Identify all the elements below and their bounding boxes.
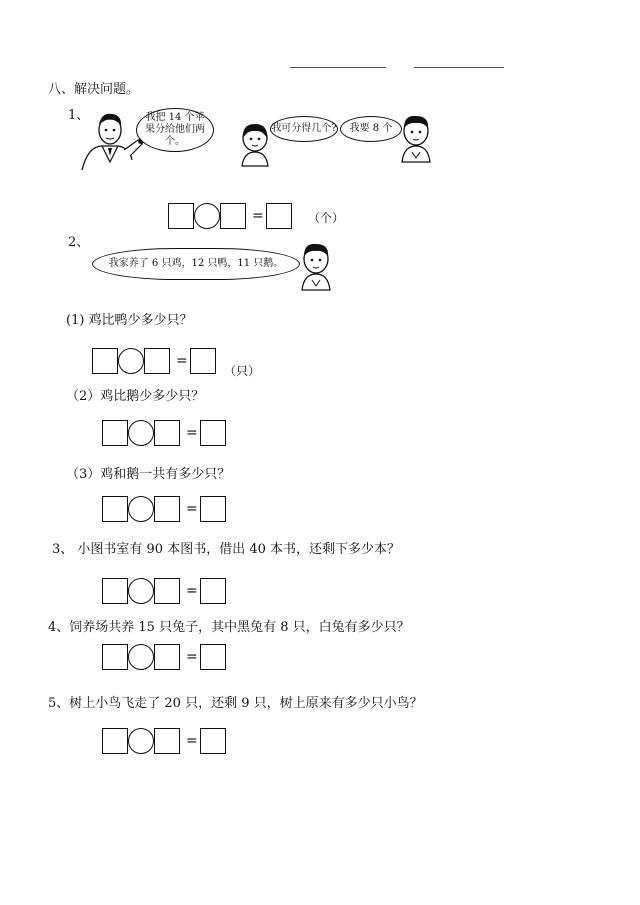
result-box[interactable] (200, 728, 226, 754)
result-box[interactable] (200, 420, 226, 446)
equals-sign: = (186, 649, 198, 665)
answer-box-2[interactable] (154, 644, 180, 670)
equation-row-4 (102, 644, 232, 674)
boy-illustration-1 (398, 112, 434, 164)
girl-illustration (238, 122, 272, 168)
answer-box-2[interactable] (154, 420, 180, 446)
answer-box-1[interactable] (102, 420, 128, 446)
answer-box-1[interactable] (92, 348, 118, 374)
result-box[interactable] (190, 348, 216, 374)
equation-row-5 (102, 728, 232, 758)
result-box[interactable] (200, 496, 226, 522)
sub-question-3: （3）鸡和鹅一共有多少只？ (66, 467, 231, 482)
answer-box-2[interactable] (144, 348, 170, 374)
operator-circle[interactable] (194, 203, 220, 229)
problem-2-number: 2、 (68, 235, 90, 250)
equals-sign: = (186, 425, 198, 441)
answer-box-1[interactable] (102, 728, 128, 754)
boy-illustration-2 (298, 240, 334, 292)
equation-row-2-3 (102, 496, 232, 526)
operator-circle[interactable] (128, 644, 154, 670)
answer-box-1[interactable] (102, 496, 128, 522)
problem-3-text: 3、 小图书室有 90 本图书，借出 40 本书，还剩下多少本？ (52, 542, 401, 557)
answer-box-2[interactable] (154, 728, 180, 754)
operator-circle[interactable] (128, 728, 154, 754)
operator-circle[interactable] (128, 496, 154, 522)
unit-label: （只） (224, 364, 261, 378)
girl-speech-bubble: 我可分得几个? (270, 116, 338, 142)
sub-question-2: （2）鸡比鹅少多少只？ (66, 389, 205, 404)
header-blank-1 (290, 67, 386, 68)
sub-question-1: (1) 鸡比鸭少多少只？ (66, 313, 193, 328)
header-blank-2 (414, 67, 504, 68)
result-box[interactable] (200, 644, 226, 670)
answer-box-1[interactable] (102, 578, 128, 604)
unit-label: （个） (308, 211, 345, 225)
equals-sign: = (186, 733, 198, 749)
equals-sign: = (186, 583, 198, 599)
answer-box-2[interactable] (220, 203, 246, 229)
teacher-speech-bubble: 我把 14 个苹果分给他们两个。 (136, 108, 214, 152)
answer-box-1[interactable] (168, 203, 194, 229)
equals-sign: = (176, 353, 188, 369)
problem-5-text: 5、树上小鸟飞走了 20 只，还剩 9 只，树上原来有多少只小鸟？ (48, 696, 423, 711)
result-box[interactable] (266, 203, 292, 229)
answer-box-2[interactable] (154, 578, 180, 604)
answer-box-1[interactable] (102, 644, 128, 670)
operator-circle[interactable] (128, 578, 154, 604)
equation-row-3 (102, 578, 232, 608)
result-box[interactable] (200, 578, 226, 604)
equals-sign: = (186, 501, 198, 517)
equation-row-2-1 (92, 348, 262, 378)
speech-bubble-2: 我家养了 6 只鸡，12 只鸭，11 只鹅。 (92, 248, 300, 280)
problem-4-text: 4、饲养场共养 15 只兔子，其中黑兔有 8 只，白兔有多少只？ (48, 620, 410, 635)
operator-circle[interactable] (128, 420, 154, 446)
problem-1-number: 1、 (68, 108, 90, 123)
boy-speech-bubble: 我要 8 个 (340, 116, 402, 142)
equals-sign: = (252, 208, 264, 224)
answer-box-2[interactable] (154, 496, 180, 522)
section-title: 八、解决问题。 (48, 82, 140, 97)
equation-row-2-2 (102, 420, 232, 450)
operator-circle[interactable] (118, 348, 144, 374)
equation-row-1 (168, 203, 345, 233)
